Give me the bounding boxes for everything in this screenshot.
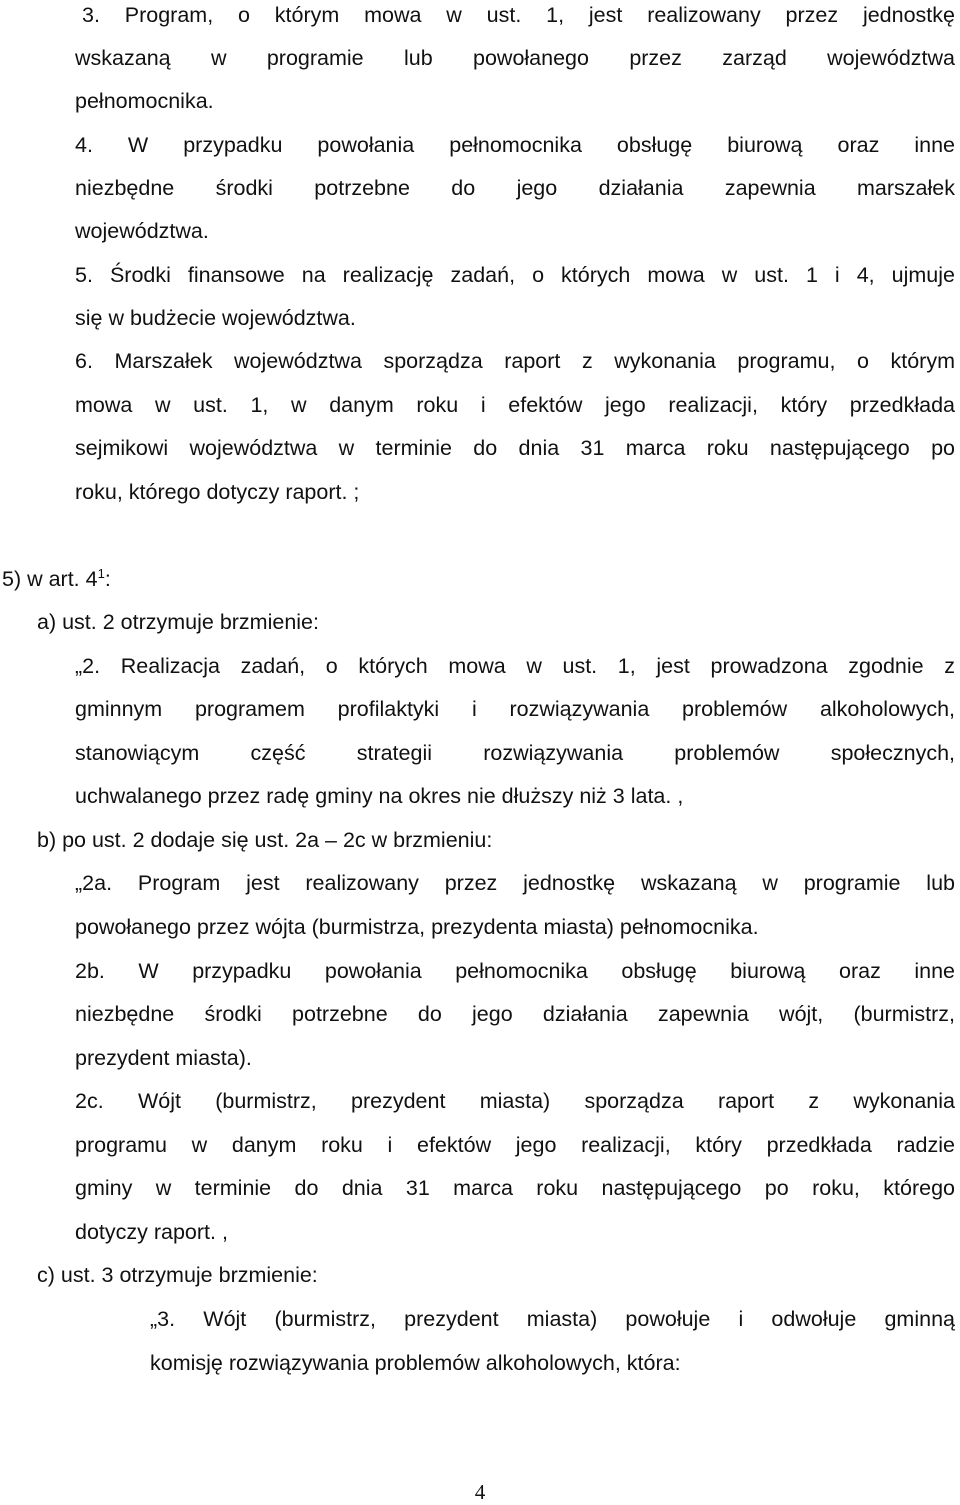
article-heading-suffix: : [104,567,111,591]
paragraph-line: „2a. Program jest realizowany przez jednostkę wskazaną w programie lub [75,871,955,895]
paragraph-line: niezbędne środki potrzebne do jego działania zapewnia marszałek [75,176,955,200]
paragraph-line: gminnym programem profilaktyki i rozwiązywania problemów alkoholowych, [75,697,955,721]
list-item-label: b) po ust. 2 dodaje się ust. 2a – 2c w brzmieniu: [37,828,493,852]
article-heading [2,566,111,592]
paragraph-line: 6. Marszałek województwa sporządza raport z wykonania programu, o którym [75,349,955,373]
paragraph-line: 2c. Wójt (burmistrz, prezydent miasta) sporządza raport z wykonania [75,1089,955,1113]
paragraph-line: sejmikowi województwa w terminie do dnia 31 marca roku następującego po [75,436,955,460]
paragraph-line: dotyczy raport. , [75,1220,228,1244]
paragraph-line: „2. Realizacja zadań, o których mowa w ust. 1, jest prowadzona zgodnie z [75,654,955,678]
list-item-label: c) ust. 3 otrzymuje brzmienie: [37,1263,318,1287]
page-number: 4 [474,1480,486,1504]
list-item-label: a) ust. 2 otrzymuje brzmienie: [37,610,319,634]
paragraph-line: pełnomocnika. [75,89,214,113]
paragraph-line: 4. W przypadku powołania pełnomocnika obsługę biurową oraz inne [75,133,955,157]
paragraph-line: komisję rozwiązywania problemów alkoholowych, która: [150,1351,681,1375]
article-heading-text: 5) w art. 4 [2,567,98,591]
paragraph-line: programu w danym roku i efektów jego realizacji, który przedkłada radzie [75,1133,955,1157]
paragraph-line: gminy w terminie do dnia 31 marca roku następującego po roku, którego [75,1176,955,1200]
paragraph-line: województwa. [75,219,209,243]
paragraph-line: mowa w ust. 1, w danym roku i efektów jego realizacji, który przedkłada [75,393,955,417]
article-superscript: 1 [97,566,105,581]
paragraph-line: prezydent miasta). [75,1046,252,1070]
paragraph-line: wskazaną w programie lub powołanego przez zarząd województwa [75,46,955,70]
paragraph-line: niezbędne środki potrzebne do jego działania zapewnia wójt, (burmistrz, [75,1002,955,1026]
paragraph-line: powołanego przez wójta (burmistrza, prezydenta miasta) pełnomocnika. [75,915,759,939]
paragraph-line: uchwalanego przez radę gminy na okres nie dłuższy niż 3 lata. , [75,784,684,808]
paragraph-line: „3. Wójt (burmistrz, prezydent miasta) powołuje i odwołuje gminną [150,1307,955,1331]
paragraph-line: 2b. W przypadku powołania pełnomocnika obsługę biurową oraz inne [75,959,955,983]
paragraph-line: się w budżecie województwa. [75,306,356,330]
paragraph-line: roku, którego dotyczy raport. ; [75,480,360,504]
paragraph-line: 3. Program, o którym mowa w ust. 1, jest realizowany przez jednostkę [82,3,955,27]
paragraph-line: 5. Środki finansowe na realizację zadań, o których mowa w ust. 1 i 4, ujmuje [75,263,955,287]
paragraph-line: stanowiącym część strategii rozwiązywania problemów społecznych, [75,741,955,765]
